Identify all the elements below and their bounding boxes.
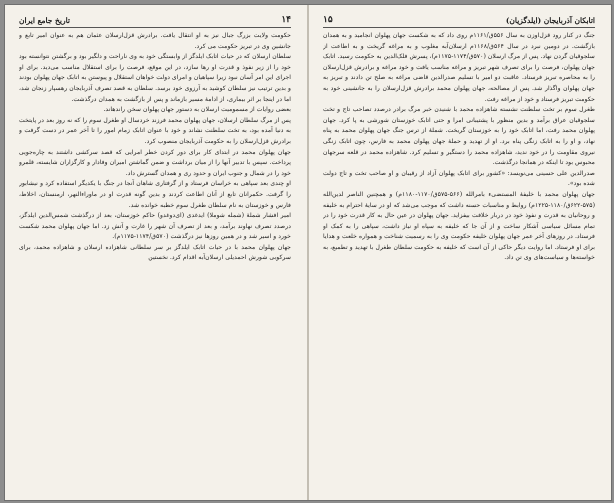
paragraph: حکومت ولایت بزرگ جبال نیز به او انتقال یافت. برادرش قزل‌ارسلان عثمان هم به عنوان امیر تابع و جانشین وی در تبریز حکومت می کرد. <box>19 32 291 50</box>
paragraph: جهان پهلوان محمد در ابتدای کار برای دور کردن خطر امرایی که قصد سرکشی داشتند به چاره‌جویی پرداخت. سپس با تدبیر آنها را از میان برداشت و ضمن گماشتن امیران وفادار و کارگزاران شایسته، قلمرو خود را در شمال و جنوب ایران و حدود ری و همدان گسترش داد. <box>19 148 291 177</box>
book-spread <box>4 4 612 501</box>
page-number: ۱۵ <box>323 15 333 25</box>
paragraph: او چندی بعد سپاهی به خراسان فرستاد و از گرفتاری شاهان آنجا در جنگ با یکدیگر استفاده کرد و نیشابور را گرفت. حکمرانان تابع از آنان اطاعت کردند و بدین گونه قدرت او در ماوراءالنهر، ارمنستان، اخلاط، فارس و خوزستان به نام سلطان طغرل سوم خطبه خوانده شد. <box>19 180 291 209</box>
paragraph: جهان پهلوان محمد با در حیات اتابک ایلدگز بر سر سلطانی شاهزاده ارسلان و شاهزاده محمد، برای سرکوبی شورش احمدیلی ارسلان‌آبه اقدام کرد. نخستین <box>19 243 291 262</box>
paragraph: سلطان ارسلان که در حیات اتابک ایلدگز از وابستگی خود به وی ناراحت و دلگیر بود و برگشتن نتوانسته بود خود را از زیر نفوذ و قدرت او رها سازد، در این موقع، فرصت را برای استقلال مناسب می‌دید. برای او اجرای این امر آسان نبود زیرا سپاهیان و امرای دولت خواهان استقلال و پیوستن به اتابک جهان پهلوان بودند و بدین ترتیب نیز سلطان کوشید به آرزوی خود برسد. سلطان به قصد تصرف آذربایجان رهسپار زنجان شد، اما در اینجا بر اثر بیماری، از ادامهٔ مسیر بازماند و پس از بازگشت به همدان درگذشت. <box>19 53 291 103</box>
left-page <box>5 5 305 500</box>
paragraph: پس از مرگ سلطان ارسلان، جهان پهلوان محمد فرزند خردسال او طغرل سوم را که نه روز بعد در پایتخت به دنیا آمده بود، به تخت سلطنت نشاند و خود با عنوان اتابک زمام امور را تا آخر عمر در دست گرفت و برادرش قزل‌ارسلان را به حکومت آذربایجان منصوب کرد. <box>19 116 291 145</box>
paragraph: جهان پهلوان محمد با خلیفهٔ المستضیء بامرالله (۵۶۶-۵۷۵ق/۱۱۷۰-۱۱۸۰م) و همچنین الناصر لدین‌الله (۵۷۵-۶۲۲ق/۱۱۸۰-۱۲۲۵م) روابط و مناسبات حسنه داشت که موجب می‌شد که او در سایهٔ احترام به خلیفه و روحانیان به قدرت و نفوذ خود در دربار خلافت بیفزاید. جهان پهلوان در عین حال به کار قدرت خود را در تمام مسائل سیاسی آشکار ساخت و از آن جا که خلیفه به سپاه او نیاز داشت، سپاهی را به کمک او فرستاد. در روزهای آخر عمر جهان پهلوان خلیفه حکومت وی را به رسمیت شناخت و همواره خلعت و هدایا برای او فرستاد. اما روایت دیگر حاکی از آن است که خلیفه به حکومت سلطان طغرل با تهدید و تطمیع، به خواسته‌ها و سیاست‌های وی تن داد. <box>323 190 595 262</box>
paragraph: طغرل سوم بر تخت سلطنت نشسته شاهزاده محمد با شنیدن خبر مرگ برادر درصدد تصاحب تاج و تخت سلجوقیان عراق برآمد و بدین منظور با پشتیبانی امرا و حتی اتابک خوزستان شورشی به پا کرد. جهان پهلوان محمد رفت، اما اتابک خود را به خوزستان گریخت. شملهٔ از ترس جنگ جهان پهلوان محمد به پناه نهاد، و او را به اتابک زنگی پناه برد. او از تهدید و حملهٔ جهان پهلوان محمد به فارس، چون اتابک زنگی نیروی مقاومت را در خود ندید، شاهزاده محمد را دستگیر و تسلیم کرد. شاهزاده محمد در قلعه سرجهان محبوس بود تا اینکه در همانجا درگذشت. <box>323 106 595 167</box>
left-page-body <box>19 31 291 493</box>
running-title: اتابکان آذربایجان (ایلدگزیان) <box>505 16 595 25</box>
right-page <box>309 5 609 500</box>
left-page-header <box>19 15 291 28</box>
paragraph: امیر افشار شملهٔ (شمله شوملا) ایدغدی (ای‌دوغدو) حاکم خوزستان، بعد از درگذشت شمس‌الدین ایلدگز، درصدد تصرف نهاوند برآمد، و بعد از تصرف آن شهر را غارت و آتش زد. اما جهان پهلوان محمد شکست خورد و اسیر شد و در همین روزها نیز درگذشت (۵۷۰ق/۱۱۷۴-۱۱۷۵م). <box>19 212 291 241</box>
paragraph: جنگ در کنار رود قزل‌اوزن به سال ۵۵۶ق/۱۱۶۱م روی داد که به شکست جهان پهلوان انجامید و به همدان بازگشت. در دومین نبرد در سال ۵۶۴ق/۱۱۶۸م ارسلان‌آبه مغلوب و به مراغه گریخت و به اطاعت از سلجوقیان گردن نهاد. پس از مرگ ارسلان (۵۷۰ق/۱۱۷۴-۱۱۷۵م)، پسرش فلک‌الدین به حکومت رسید. اتابک جهان پهلوان، فرصت را برای تصرف شهر تبریز و مراغه مناسب یافت و خود مراغه و برادرش قزل‌ارسلان را به محاصره تبریز فرستاد. عاقبت دو امیر با تسلیم صدرالدین قاضی مراغه به صلح تن دادند و تبریز به جهان پهلوان واگذار شد. پس از مصالحه، جهان پهلوان محمد برادرش قزل‌ارسلان را به جانشینی خود به حکومت تبریز فرستاد و خود از مراغه رفت. <box>323 32 595 103</box>
paragraph: بعضی روایات از مسمومیت ارسلان به دستور جهان پهلوان سخن راندهاند. <box>103 106 291 114</box>
right-page-header <box>323 15 595 28</box>
right-page-body <box>323 31 595 493</box>
page-number: ۱۴ <box>281 15 291 25</box>
paragraph: صدرالدین علی حسینی می‌نویسد: «کشور برای اتابک پهلوان آزاد از رقیبان و او صاحب تخت و تاج دولت شده بود». <box>323 169 595 188</box>
running-title: تاریخ جامع ایران <box>19 16 70 25</box>
